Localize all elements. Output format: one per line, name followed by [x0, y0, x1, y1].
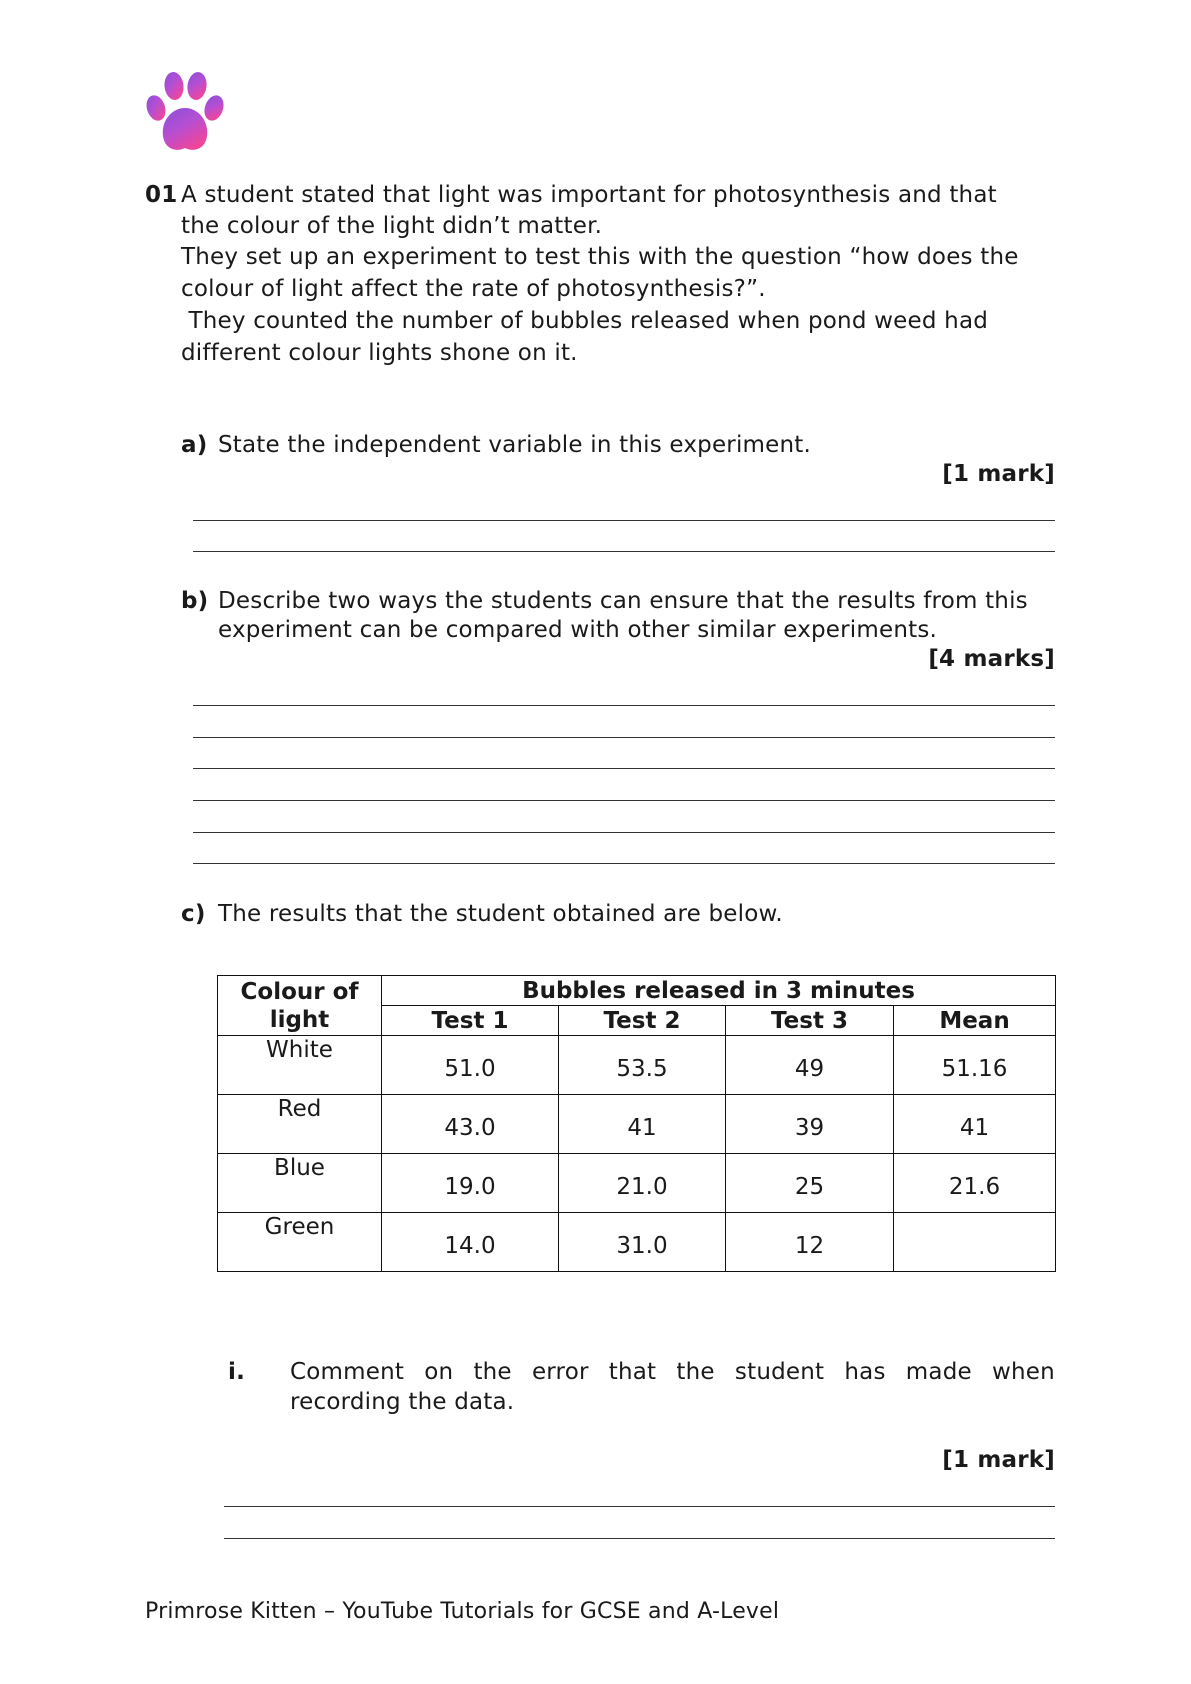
part-a-text: State the independent variable in this experiment.	[218, 432, 812, 458]
answer-line[interactable]	[193, 800, 1055, 801]
row-colour: Blue	[218, 1154, 382, 1213]
cell-mean: 51.16	[894, 1036, 1056, 1095]
footer-text: Primrose Kitten – YouTube Tutorials for GCSE and A-Level	[145, 1599, 780, 1624]
word: Comment	[290, 1359, 405, 1385]
colour-header-line-2: light	[269, 1006, 330, 1033]
question-intro-line-1: A student stated that light was important for photosynthesis and that	[181, 182, 997, 208]
table-row	[218, 1213, 1056, 1272]
word: on	[424, 1359, 454, 1385]
part-b-label: b)	[181, 588, 209, 614]
answer-line[interactable]	[224, 1538, 1055, 1539]
cell-test-3: 12	[726, 1213, 894, 1272]
cell-test-3: 49	[726, 1036, 894, 1095]
part-c-label: c)	[181, 901, 206, 927]
column-header-test-2: Test 2	[559, 1006, 726, 1036]
table-header-row	[218, 976, 1056, 1006]
cell-mean-empty[interactable]	[894, 1213, 1056, 1272]
column-header-mean: Mean	[894, 1006, 1056, 1036]
answer-line[interactable]	[193, 863, 1055, 864]
part-c-i-marks: [1 mark]	[942, 1447, 1055, 1473]
answer-line[interactable]	[193, 768, 1055, 769]
table-row	[218, 1095, 1056, 1154]
cell-test-2: 53.5	[559, 1036, 726, 1095]
answer-line[interactable]	[193, 520, 1055, 521]
group-header: Bubbles released in 3 minutes	[382, 976, 1056, 1006]
answer-line[interactable]	[193, 705, 1055, 706]
table-row	[218, 1036, 1056, 1095]
cell-test-1: 51.0	[382, 1036, 559, 1095]
cell-test-2: 31.0	[559, 1213, 726, 1272]
part-c-i-label: i.	[228, 1359, 246, 1385]
question-intro-line-2: the colour of the light didn’t matter.	[181, 213, 603, 239]
part-c-text: The results that the student obtained are below.	[218, 901, 783, 927]
word: made	[905, 1359, 972, 1385]
word: error	[531, 1359, 589, 1385]
colour-header	[218, 976, 382, 1036]
word: when	[992, 1359, 1055, 1385]
word: the	[676, 1359, 715, 1385]
answer-line[interactable]	[193, 832, 1055, 833]
results-table	[217, 975, 1056, 1272]
answer-line[interactable]	[224, 1506, 1055, 1507]
word: has	[844, 1359, 886, 1385]
cell-test-3: 39	[726, 1095, 894, 1154]
column-header-test-3: Test 3	[726, 1006, 894, 1036]
cell-test-2: 21.0	[559, 1154, 726, 1213]
paw-print-logo-icon	[145, 70, 225, 154]
cell-test-2: 41	[559, 1095, 726, 1154]
word: that	[608, 1359, 657, 1385]
part-b-text-line-2: experiment can be compared with other similar experiments.	[218, 617, 938, 643]
part-a-label: a)	[181, 432, 208, 458]
part-c-i-line-2: recording the data.	[290, 1389, 515, 1415]
question-number: 01	[145, 182, 178, 208]
question-intro-line-5: They counted the number of bubbles released when pond weed had	[181, 308, 989, 334]
cell-mean: 21.6	[894, 1154, 1056, 1213]
part-a-marks: [1 mark]	[942, 461, 1055, 487]
cell-test-3: 25	[726, 1154, 894, 1213]
question-intro-line-6: different colour lights shone on it.	[181, 340, 578, 366]
cell-test-1: 19.0	[382, 1154, 559, 1213]
row-colour: Green	[218, 1213, 382, 1272]
cell-mean: 41	[894, 1095, 1056, 1154]
answer-line[interactable]	[193, 737, 1055, 738]
column-header-test-1: Test 1	[382, 1006, 559, 1036]
question-intro-line-3: They set up an experiment to test this with the question “how does the	[181, 244, 1019, 270]
word: student	[734, 1359, 825, 1385]
table-row	[218, 1154, 1056, 1213]
row-colour: Red	[218, 1095, 382, 1154]
colour-header-line-1: Colour of	[240, 978, 359, 1005]
question-intro-line-4: colour of light affect the rate of photosynthesis?”.	[181, 276, 766, 302]
part-b-text-line-1: Describe two ways the students can ensure that the results from this	[218, 588, 1028, 614]
part-c-i-line-1	[290, 1357, 1055, 1389]
word: the	[473, 1359, 512, 1385]
cell-test-1: 43.0	[382, 1095, 559, 1154]
cell-test-1: 14.0	[382, 1213, 559, 1272]
answer-line[interactable]	[193, 551, 1055, 552]
part-b-marks: [4 marks]	[928, 646, 1055, 672]
row-colour: White	[218, 1036, 382, 1095]
